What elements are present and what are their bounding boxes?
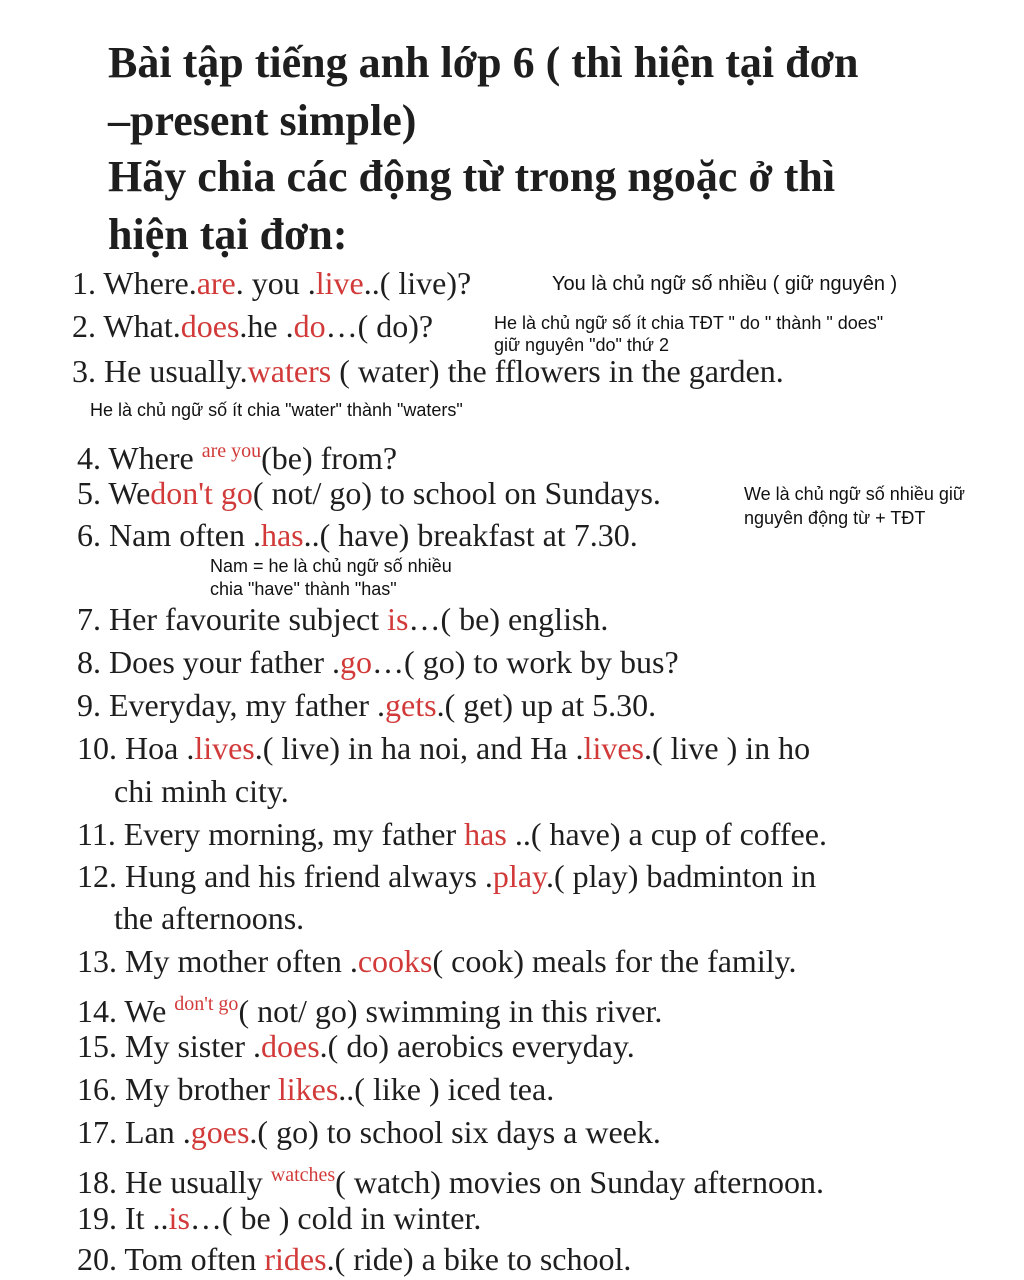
answer: rides <box>264 1241 327 1277</box>
answer: don't go <box>150 475 253 511</box>
explanation-note-2a: He là chủ ngữ số ít chia TĐT " do " thành " does" <box>494 313 884 333</box>
explanation-note-3: He là chủ ngữ số ít chia "water" thành "waters" <box>90 400 463 420</box>
exercise-item-9: 9. Everyday, my father .gets.( get) up at 5.30. <box>77 687 657 723</box>
exercise-item-19: 19. It ..is…( be ) cold in winter. <box>77 1200 482 1236</box>
exercise-item-15: 15. My sister .does.( do) aerobics everyday. <box>77 1028 635 1064</box>
exercise-item-5: 5. Wedon't go( not/ go) to school on Sundays. <box>77 475 661 511</box>
answer: is <box>168 1200 190 1236</box>
page-title-line-2: –present simple) <box>108 96 417 145</box>
exercise-item-13: 13. My mother often .cooks( cook) meals for the family. <box>77 943 797 979</box>
answer: gets <box>385 687 437 723</box>
answer: do <box>293 308 326 344</box>
answer: has <box>464 816 507 852</box>
answer: lives <box>194 730 255 766</box>
exercise-item-10-continued: chi minh city. <box>114 773 289 809</box>
exercise-item-4: 4. Where $^{are you}$(be) from? <box>77 440 398 476</box>
answer: cooks <box>357 943 433 979</box>
answer: has <box>260 517 304 553</box>
exercise-item-2: 2. What.does.he .do…( do)? <box>72 308 434 344</box>
explanation-note-6b: chia "have" thành "has" <box>210 579 397 599</box>
answer: likes <box>277 1071 339 1107</box>
explanation-note-5b: nguyên động từ + TĐT <box>744 508 926 528</box>
explanation-note-2b: giữ nguyên "do" thứ 2 <box>494 335 669 355</box>
exercise-item-3: 3. He usually.waters ( water) the fflowers in the garden. <box>72 353 784 389</box>
answer: go <box>340 644 373 680</box>
exercise-item-20: 20. Tom often rides.( ride) a bike to school. <box>77 1241 632 1277</box>
answer: lives <box>583 730 644 766</box>
answer: goes <box>190 1114 250 1150</box>
exercise-item-12: 12. Hung and his friend always .play.( play) badminton in <box>77 858 817 894</box>
exercise-item-14: 14. We $^{don't go}$( not/ go) swimming in this river. <box>77 993 663 1029</box>
exercise-item-8: 8. Does your father .go…( go) to work by bus? <box>77 644 679 680</box>
page-title-line-1: Bài tập tiếng anh lớp 6 ( thì hiện tại đơn <box>108 38 859 87</box>
answer: are <box>196 265 236 301</box>
answer: live <box>315 265 364 301</box>
answer: does <box>261 1028 320 1064</box>
answer: don't go <box>174 993 239 1015</box>
answer: waters <box>247 353 332 389</box>
exercise-item-6: 6. Nam often .has..( have) breakfast at 7.30. <box>77 517 638 553</box>
exercise-item-16: 16. My brother likes..( like ) iced tea. <box>77 1071 555 1107</box>
instruction-line-2: hiện tại đơn: <box>108 210 348 259</box>
exercise-item-11: 11. Every morning, my father has ..( have) a cup of coffee. <box>77 816 827 852</box>
explanation-note-1: You là chủ ngữ số nhiều ( giữ nguyên ) <box>552 273 898 295</box>
answer: watches <box>270 1164 336 1186</box>
exercise-item-18: 18. He usually $^{watches}$( watch) movies on Sunday afternoon. <box>77 1164 824 1200</box>
instruction-line-1: Hãy chia các động từ trong ngoặc ở thì <box>108 152 836 201</box>
answer: play <box>492 858 546 894</box>
answer: does <box>180 308 240 344</box>
exercise-item-17: 17. Lan .goes.( go) to school six days a week. <box>77 1114 661 1150</box>
answer: are you <box>201 440 262 462</box>
exercise-item-1: 1. Where.are. you .live..( live)? <box>72 265 472 301</box>
exercise-item-10: 10. Hoa .lives.( live) in ha noi, and Ha .lives.( live ) in ho <box>77 730 811 766</box>
exercise-item-7: 7. Her favourite subject is…( be) english. <box>77 601 609 637</box>
explanation-note-6a: Nam = he là chủ ngữ số nhiều <box>210 556 452 576</box>
exercise-item-12-continued: the afternoons. <box>114 900 305 936</box>
explanation-note-5a: We là chủ ngữ số nhiều giữ <box>744 484 965 504</box>
answer: is <box>387 601 409 637</box>
